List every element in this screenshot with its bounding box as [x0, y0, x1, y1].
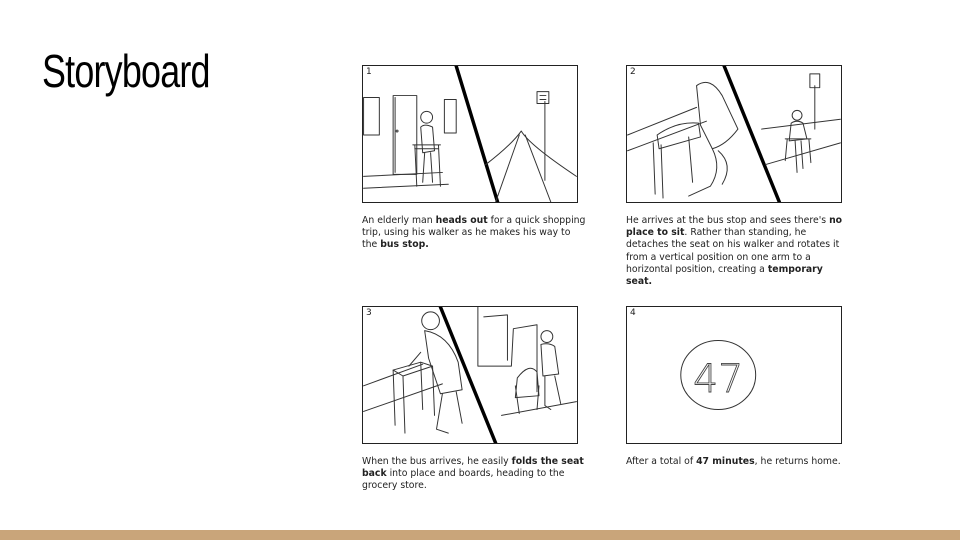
panel-number: 1: [366, 67, 372, 77]
storyboard-panel-3: [362, 306, 578, 444]
caption-text: for a quick shopping trip, using his walker as he makes his way to the: [362, 215, 586, 251]
caption-text: When the bus arrives, he easily: [362, 456, 512, 467]
panel-number: 4: [630, 308, 636, 318]
caption-text: He arrives at the bus stop and sees there's: [626, 215, 830, 226]
panel-1-sketch: [363, 66, 577, 202]
slide-title: Storyboard: [42, 45, 210, 97]
caption-bold-text: 47 minutes: [696, 456, 755, 467]
caption-text: into place and boards, heading to the grocery store.: [362, 468, 565, 492]
caption-text: After a total of: [626, 456, 697, 467]
panel-2-caption: [626, 215, 851, 288]
footer-accent-bar: [0, 530, 960, 540]
storyboard-panel-1: [362, 65, 578, 203]
caption-text: An elderly man: [362, 215, 436, 226]
panel-3-caption: [362, 456, 587, 493]
storyboard-panel-4: [626, 306, 842, 444]
panel-4-sketch: [627, 307, 841, 443]
caption-text: , he returns home.: [754, 456, 841, 467]
panel-1-caption: [362, 215, 587, 252]
caption-bold-text: no place to sit: [626, 215, 843, 239]
storyboard-panel-2: [626, 65, 842, 203]
panel-2-sketch: [627, 66, 841, 202]
panel-4-caption: [626, 456, 851, 468]
caption-text: . Rather than standing, he detaches the seat on his walker and rotates it from a vertical position on one arm to a horizontal position, creating a: [626, 227, 840, 275]
panel-number: 2: [630, 67, 636, 77]
caption-bold-text: folds the seat back: [362, 456, 584, 480]
drawn-number: 47: [693, 355, 744, 402]
panel-number: 3: [366, 308, 372, 318]
panel-3-sketch: [363, 307, 577, 443]
caption-bold-text: temporary seat.: [626, 263, 823, 288]
caption-bold-text: heads out: [435, 215, 488, 226]
caption-bold-text: bus stop.: [380, 239, 429, 251]
